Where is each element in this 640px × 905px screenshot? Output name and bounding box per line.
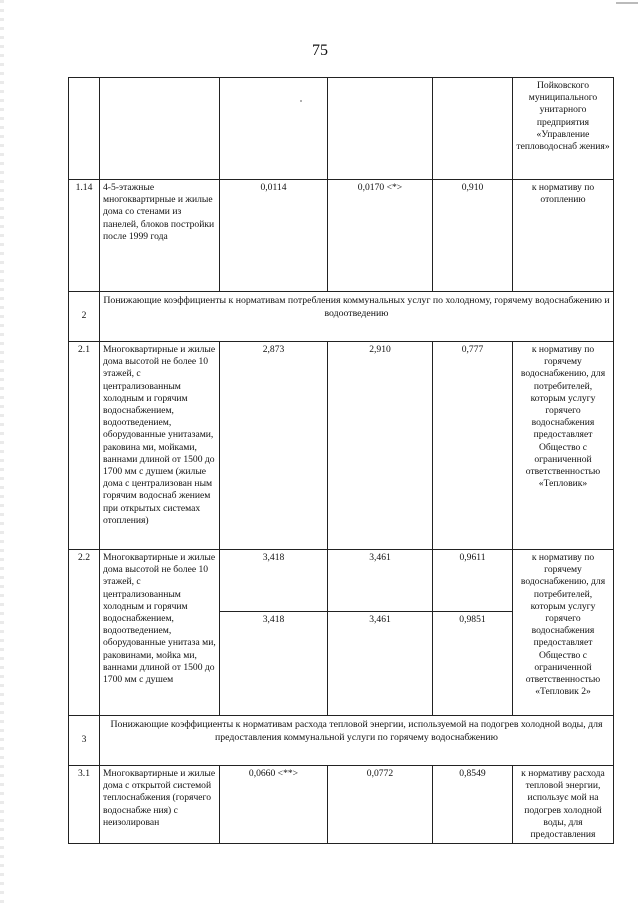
note-cell: Пойковского муниципального унитарного предприятия «Управление тепловодоснаб жения» — [513, 78, 614, 180]
page-number: 75 — [312, 42, 328, 59]
value-cell: 0,9851 — [433, 612, 513, 716]
section-title-cell: Понижающие коэффициенты к нормативам потребления коммунальных услуг по холодному, горячему водоснабжению и водоотведению — [100, 292, 614, 342]
value-cell: 0,0170 <*> — [328, 180, 433, 292]
value-cell: 0,910 — [433, 180, 513, 292]
scan-corner-artifact — [616, 2, 638, 4]
note-cell: к нормативу расхода тепловой энергии, использує мой на подогрев холодной воды, для предоставления — [513, 766, 614, 844]
row-number-cell: 2.2 — [69, 550, 100, 716]
value-cell: 0,0772 — [328, 766, 433, 844]
value-cell: 2,873 — [220, 342, 328, 550]
row-number-cell: 1.14 — [69, 180, 100, 292]
description-cell: Многоквартирные и жилые дома высотой не более 10 этажей, с централизованным холодным и горячим водоснабжением, водоотведением, оборудованные унитаза ми, раковинами, мойка ми, ваннами длиной от 1500 до 1700 мм с душем — [100, 550, 220, 716]
section-header-row-2 — [69, 292, 614, 342]
value-cell: 0,8549 — [433, 766, 513, 844]
description-cell: Многоквартирные и жилые дома высотой не более 10 этажей, с централизованным холодным и горячим водоснабжением, водоотведением, оборудованные унитазами, раковина ми, мойками, ваннами длиной от 1500 до 1700 мм с душем (жилые дома с централизован ным горячим водоснаб жением при открытых системах отопления) — [100, 342, 220, 550]
value-cell: 3,418 — [220, 550, 328, 612]
value-cell — [220, 78, 328, 180]
value-cell: 2,910 — [328, 342, 433, 550]
table-row-2-1 — [69, 342, 614, 550]
description-cell — [100, 78, 220, 180]
value-cell: 0,777 — [433, 342, 513, 550]
description-cell: 4-5-этажные многоквартирные и жилые дома со стенами из панелей, блоков постройки после 1999 года — [100, 180, 220, 292]
section-header-row-3 — [69, 716, 614, 766]
scan-edge-artifact — [0, 0, 4, 905]
value-cell: 0,0660 <**> — [220, 766, 328, 844]
table-row-2-2-a — [69, 550, 614, 612]
description-cell: Многоквартирные и жилые дома с открытой системой теплоснабжения (горячего водоснабже ния) с неизолирован — [100, 766, 220, 844]
value-cell: 0,0114 — [220, 180, 328, 292]
row-number-cell: 3.1 — [69, 766, 100, 844]
table-row-3-1 — [69, 766, 614, 844]
row-number-cell: 2.1 — [69, 342, 100, 550]
section-title-cell: Понижающие коэффициенты к нормативам расхода тепловой энергии, используемой на подогрев холодной воды, для предоставления коммунальной услуги по горячему водоснабжению — [100, 716, 614, 766]
coefficients-table — [68, 77, 614, 844]
note-cell: к нормативу по горячему водоснабжению, для потребителей, которым услугу горячего водоснабжения предоставляет Общество с ограниченной ответственностью «Тепловик 2» — [513, 550, 614, 716]
value-cell — [328, 78, 433, 180]
table-row-continuation — [69, 78, 614, 180]
table-row-1-14 — [69, 180, 614, 292]
value-cell: 3,418 — [220, 612, 328, 716]
value-cell: 3,461 — [328, 550, 433, 612]
note-cell: к нормативу по горячему водоснабжению, для потребителей, которым услугу горячего водоснабжения предоставляет Общество с ограниченной ответственностью «Тепловик» — [513, 342, 614, 550]
value-cell: 0,9611 — [433, 550, 513, 612]
section-number-cell: 2 — [69, 292, 100, 342]
value-cell — [433, 78, 513, 180]
value-cell: 3,461 — [328, 612, 433, 716]
row-number-cell — [69, 78, 100, 180]
note-cell: к нормативу по отоплению — [513, 180, 614, 292]
section-number-cell: 3 — [69, 716, 100, 766]
